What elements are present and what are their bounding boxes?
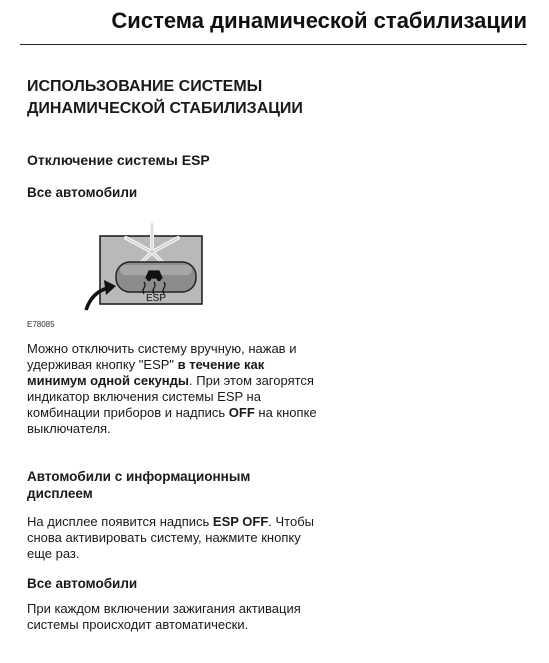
heading-all-cars: Все автомобили <box>27 185 138 200</box>
paragraph-auto-activation: При каждом включении зажигания активация системы происходит автоматически. <box>27 601 301 632</box>
sub-heading-esp-off: Отключение системы ESP <box>27 152 210 168</box>
paragraph-esp-off-display: На дисплее появится надпись ESP OFF. Чтобы снова активировать систему, нажмите кнопку еще раз. <box>27 514 315 561</box>
heading-info-display: Автомобили с информационным дисплеем <box>27 469 251 501</box>
esp-button-label: ESP <box>145 293 167 304</box>
esp-button-illustration <box>82 222 208 312</box>
heading-all-cars-2: Все автомобили <box>27 576 138 591</box>
header-divider <box>20 44 527 45</box>
paragraph-manual-disable: Можно отключить систему вручную, нажав и удерживая кнопку "ESP" в течение как минимум одной секунды. При этом загорятся индикатор включения системы ESP на комбинации приборов и надпись OFF на кнопке выключателя. <box>27 341 317 436</box>
figure-code: E78085 <box>27 320 55 329</box>
page-title: Система динамической стабилизации <box>111 8 527 33</box>
page-header <box>0 0 549 46</box>
esp-button-figure <box>82 222 208 312</box>
section-title: ИСПОЛЬЗОВАНИЕ СИСТЕМЫ ДИНАМИЧЕСКОЙ СТАБИЛИЗАЦИИ <box>27 78 303 117</box>
